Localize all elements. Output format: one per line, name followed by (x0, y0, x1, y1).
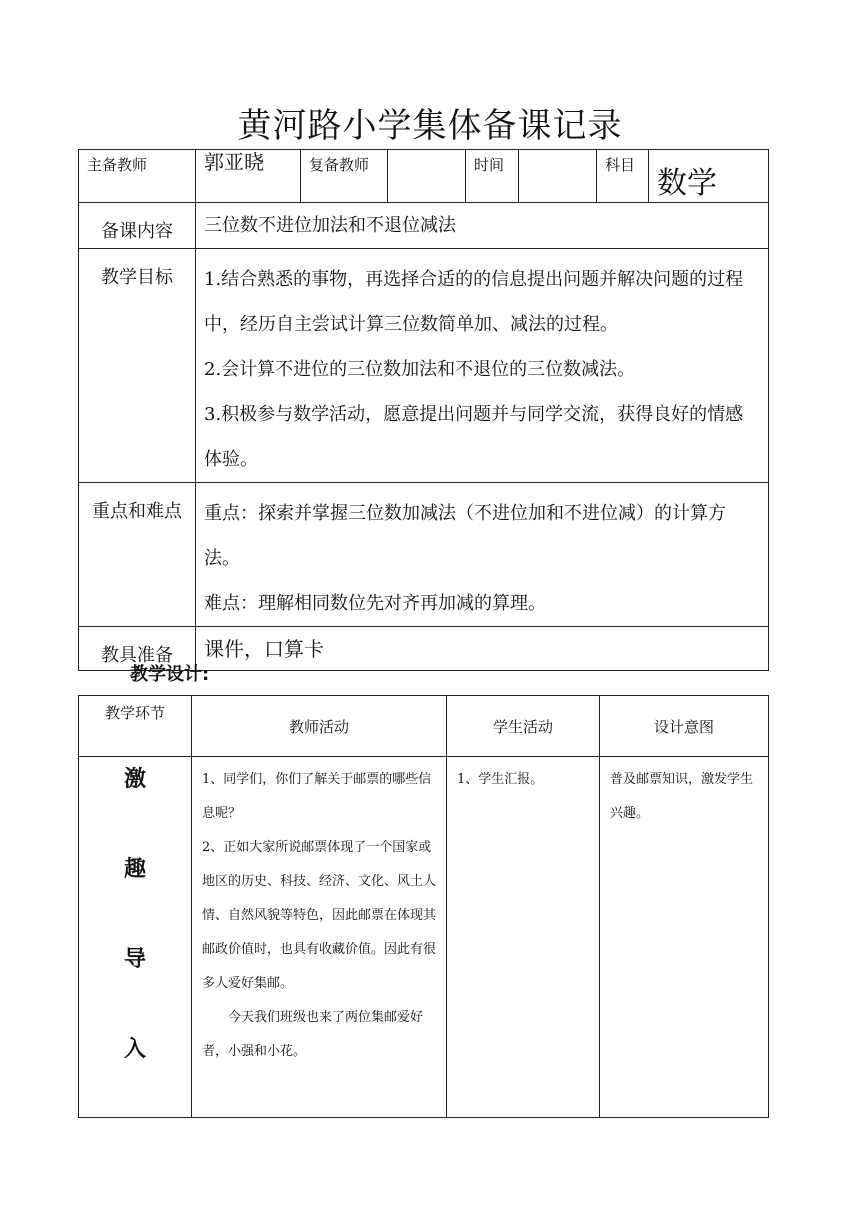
header-stage: 教学环节 (79, 696, 192, 757)
key-points-value (196, 483, 769, 627)
info-table (78, 149, 769, 671)
subject-value: 数学 (649, 150, 769, 203)
time-label: 时间 (466, 150, 519, 203)
stage-cell (79, 757, 192, 1118)
subject-label: 科目 (597, 150, 649, 203)
teacher-activity-item: 1、同学们，你们了解关于邮票的哪些信息呢？ (202, 772, 432, 821)
header-teacher-activity: 教师活动 (192, 696, 447, 757)
design-table (78, 695, 769, 1118)
goal-item: 2.会计算不进位的三位数加法和不退位的三位数减法。 (204, 359, 636, 380)
main-teacher-value: 郭亚晓 (196, 150, 301, 203)
stage-char: 导 (123, 947, 146, 972)
teacher-activity-item: 今天我们班级也来了两位集邮爱好者，小强和小花。 (202, 1010, 424, 1059)
content-label: 备课内容 (79, 203, 196, 249)
key-point-item: 重点：探索并掌握三位数加减法（不进位加和不进位减）的计算方法。 (204, 503, 726, 569)
tools-value: 课件，口算卡 (196, 627, 769, 671)
goals-value (196, 249, 769, 483)
stage-char: 趣 (123, 857, 146, 882)
teacher-activity-cell (192, 757, 447, 1118)
header-student-activity: 学生活动 (447, 696, 600, 757)
goals-label: 教学目标 (79, 249, 196, 483)
page-title: 黄河路小学集体备课记录 (237, 106, 623, 146)
stage-char: 入 (123, 1037, 146, 1062)
main-teacher-label: 主备教师 (79, 150, 196, 203)
key-points-label: 重点和难点 (79, 483, 196, 627)
time-value (519, 150, 597, 203)
header-design-intent: 设计意图 (600, 696, 769, 757)
design-intent-cell: 普及邮票知识，激发学生兴趣。 (600, 757, 769, 1118)
tools-label: 教具准备 (79, 627, 196, 671)
co-teacher-label: 复备教师 (301, 150, 388, 203)
goal-item: 1.结合熟悉的事物，再选择合适的的信息提出问题并解决问题的过程中，经历自主尝试计算三位数简单加、减法的过程。 (204, 269, 744, 335)
stage-char: 激 (123, 767, 146, 792)
section-title: 教学设计: (130, 664, 210, 685)
content-value: 三位数不进位加法和不退位减法 (196, 203, 769, 249)
co-teacher-value (388, 150, 466, 203)
goal-item: 3.积极参与数学活动，愿意提出问题并与同学交流，获得良好的情感体验。 (204, 404, 744, 470)
key-point-item: 难点：理解相同数位先对齐再加减的算理。 (204, 593, 546, 614)
student-activity-cell: 1、学生汇报。 (447, 757, 600, 1118)
teacher-activity-item: 2、正如大家所说邮票体现了一个国家或地区的历史、科技、经济、文化、风土人情、自然风貌等特色，因此邮票在体现其邮政价值时，也具有收藏价值。因此有很多人爱好集邮。 (202, 840, 437, 991)
